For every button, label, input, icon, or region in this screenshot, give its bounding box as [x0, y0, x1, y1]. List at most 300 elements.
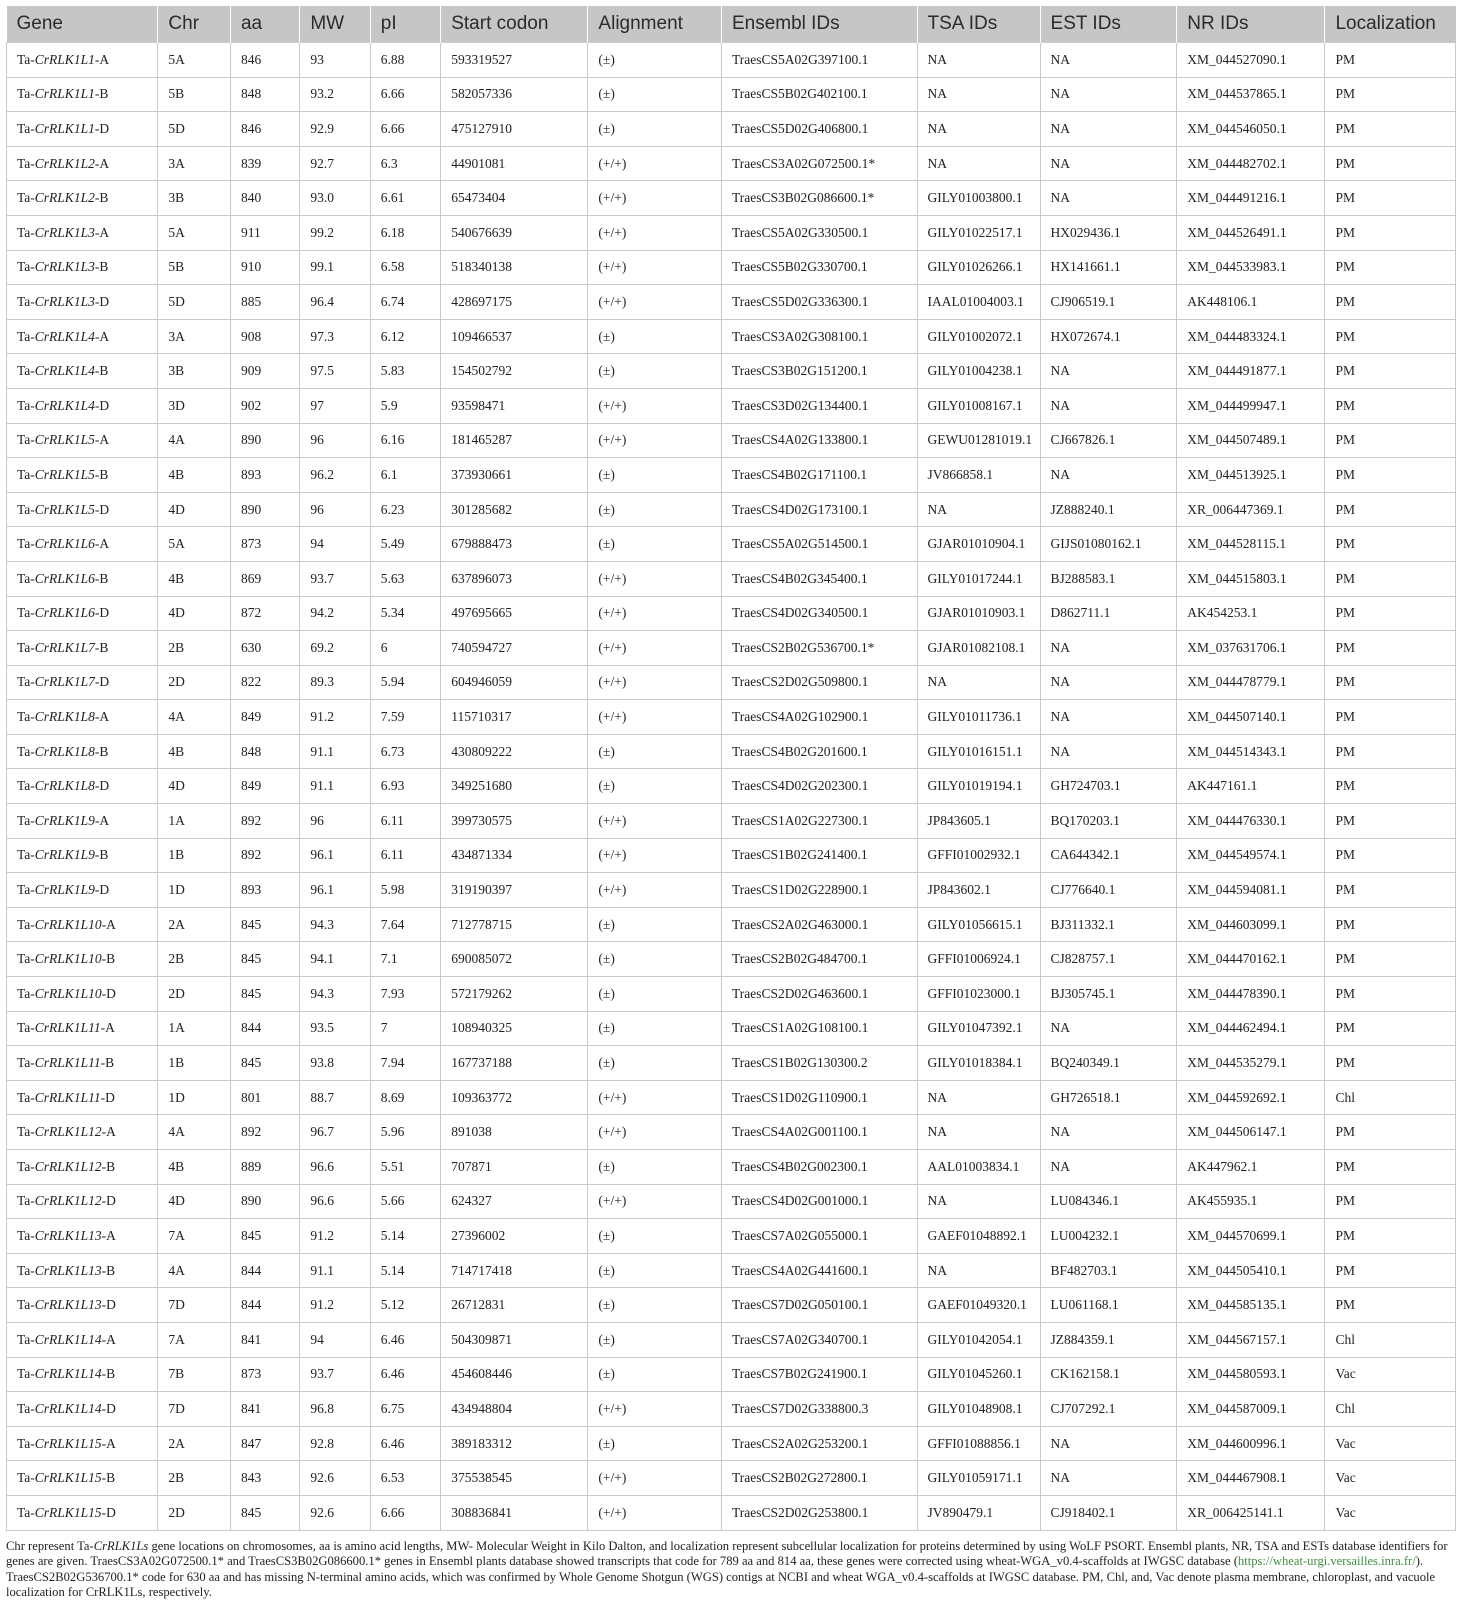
table-row	[7, 423, 1456, 458]
table-body	[7, 43, 1456, 1531]
gene-cell	[7, 734, 158, 769]
tsa-id-cell: GILY01002072.1	[917, 319, 1040, 354]
localization-cell: Chl	[1325, 1080, 1456, 1115]
table-row	[7, 1253, 1456, 1288]
tsa-id-cell: GILY01018384.1	[917, 1046, 1040, 1081]
ensembl-id-cell: TraesCS2D02G509800.1	[721, 665, 917, 700]
footnote-text-1: Chr represent Ta-	[6, 1538, 94, 1553]
table-row	[7, 769, 1456, 804]
nr-id-cell: XM_044537865.1	[1177, 77, 1325, 112]
aa-cell: 822	[230, 665, 299, 700]
alignment-cell: (+/+)	[588, 285, 722, 320]
gene-cell	[7, 942, 158, 977]
table-row	[7, 285, 1456, 320]
gene-prefix: Ta-	[17, 570, 35, 586]
header-pi: pI	[370, 6, 440, 43]
start-codon-cell: 540676639	[441, 215, 588, 250]
gene-cell	[7, 1322, 158, 1357]
gene-name-italic: CrRLK1L9	[34, 812, 95, 828]
est-id-cell: BQ240349.1	[1040, 1046, 1177, 1081]
chr-cell: 7D	[158, 1288, 231, 1323]
aa-cell: 849	[230, 700, 299, 735]
gene-cell	[7, 527, 158, 562]
nr-id-cell: XM_044470162.1	[1177, 942, 1325, 977]
gene-name-italic: CrRLK1L7	[34, 674, 95, 690]
chr-cell: 4D	[158, 1184, 231, 1219]
localization-cell: PM	[1325, 1184, 1456, 1219]
nr-id-cell: XR_006447369.1	[1177, 492, 1325, 527]
nr-id-cell: XM_044526491.1	[1177, 215, 1325, 250]
table-row	[7, 907, 1456, 942]
localization-cell: PM	[1325, 907, 1456, 942]
mw-cell: 96.1	[300, 838, 370, 873]
header-nr-ids: NR IDs	[1177, 6, 1325, 43]
mw-cell: 94.3	[300, 907, 370, 942]
est-id-cell: CA644342.1	[1040, 838, 1177, 873]
gene-prefix: Ta-	[17, 674, 35, 690]
start-codon-cell: 389183312	[441, 1426, 588, 1461]
chr-cell: 4A	[158, 1115, 231, 1150]
gene-name-italic: CrRLK1L6	[34, 570, 95, 586]
tsa-id-cell: GILY01059171.1	[917, 1461, 1040, 1496]
nr-id-cell: XM_044482702.1	[1177, 146, 1325, 181]
est-id-cell: JZ884359.1	[1040, 1322, 1177, 1357]
table-row	[7, 631, 1456, 666]
tsa-id-cell: GEWU01281019.1	[917, 423, 1040, 458]
est-id-cell: NA	[1040, 665, 1177, 700]
chr-cell: 2B	[158, 631, 231, 666]
gene-prefix: Ta-	[17, 1020, 35, 1036]
table-row	[7, 146, 1456, 181]
tsa-id-cell: GFFI01006924.1	[917, 942, 1040, 977]
chr-cell: 3B	[158, 181, 231, 216]
localization-cell: PM	[1325, 1115, 1456, 1150]
pi-cell: 6.93	[370, 769, 440, 804]
start-codon-cell: 891038	[441, 1115, 588, 1150]
gene-name-italic: CrRLK1L4	[34, 363, 95, 379]
gene-prefix: Ta-	[17, 120, 35, 136]
nr-id-cell: XM_044515803.1	[1177, 561, 1325, 596]
gene-suffix: -B	[101, 1366, 116, 1382]
gene-prefix: Ta-	[17, 1297, 35, 1313]
gene-suffix: -A	[101, 916, 116, 932]
est-id-cell: NA	[1040, 112, 1177, 147]
table-row	[7, 873, 1456, 908]
est-id-cell: CJ667826.1	[1040, 423, 1177, 458]
alignment-cell: (+/+)	[588, 838, 722, 873]
ensembl-id-cell: TraesCS3A02G072500.1*	[721, 146, 917, 181]
nr-id-cell: XM_037631706.1	[1177, 631, 1325, 666]
nr-id-cell: XM_044580593.1	[1177, 1357, 1325, 1392]
nr-id-cell: XM_044528115.1	[1177, 527, 1325, 562]
gene-cell	[7, 804, 158, 839]
alignment-cell: (±)	[588, 354, 722, 389]
tsa-id-cell: GILY01016151.1	[917, 734, 1040, 769]
gene-cell	[7, 43, 158, 78]
localization-cell: PM	[1325, 354, 1456, 389]
est-id-cell: NA	[1040, 354, 1177, 389]
tsa-id-cell: NA	[917, 112, 1040, 147]
alignment-cell: (+/+)	[588, 700, 722, 735]
gene-suffix: -B	[94, 570, 109, 586]
ensembl-id-cell: TraesCS3B02G086600.1*	[721, 181, 917, 216]
header-aa: aa	[230, 6, 299, 43]
nr-id-cell: XM_044533983.1	[1177, 250, 1325, 285]
alignment-cell: (±)	[588, 1253, 722, 1288]
gene-cell	[7, 1080, 158, 1115]
table-row	[7, 804, 1456, 839]
nr-id-cell: XM_044514343.1	[1177, 734, 1325, 769]
start-codon-cell: 582057336	[441, 77, 588, 112]
ensembl-id-cell: TraesCS1B02G241400.1	[721, 838, 917, 873]
pi-cell: 7.94	[370, 1046, 440, 1081]
gene-prefix: Ta-	[17, 1089, 35, 1105]
start-codon-cell: 109363772	[441, 1080, 588, 1115]
chr-cell: 2A	[158, 907, 231, 942]
start-codon-cell: 428697175	[441, 285, 588, 320]
gene-prefix: Ta-	[17, 951, 35, 967]
ensembl-id-cell: TraesCS4D02G001000.1	[721, 1184, 917, 1219]
gene-prefix: Ta-	[17, 985, 35, 1001]
gene-suffix: -A	[101, 1435, 116, 1451]
gene-prefix: Ta-	[17, 1504, 35, 1520]
est-id-cell: HX029436.1	[1040, 215, 1177, 250]
ensembl-id-cell: TraesCS4A02G001100.1	[721, 1115, 917, 1150]
nr-id-cell: XM_044491877.1	[1177, 354, 1325, 389]
gene-suffix: -B	[101, 1470, 116, 1486]
nr-id-cell: XM_044570699.1	[1177, 1219, 1325, 1254]
pi-cell: 6.12	[370, 319, 440, 354]
gene-suffix: -D	[94, 778, 110, 794]
gene-cell	[7, 1495, 158, 1530]
alignment-cell: (+/+)	[588, 181, 722, 216]
start-codon-cell: 308836841	[441, 1495, 588, 1530]
aa-cell: 847	[230, 1426, 299, 1461]
nr-id-cell: XM_044549574.1	[1177, 838, 1325, 873]
tsa-id-cell: GFFI01023000.1	[917, 977, 1040, 1012]
gene-suffix: -A	[94, 536, 110, 552]
aa-cell: 840	[230, 181, 299, 216]
nr-id-cell: XM_044513925.1	[1177, 458, 1325, 493]
alignment-cell: (+/+)	[588, 388, 722, 423]
localization-cell: PM	[1325, 112, 1456, 147]
est-id-cell: NA	[1040, 1150, 1177, 1185]
gene-name-italic: CrRLK1L11	[34, 1020, 101, 1036]
table-row	[7, 1080, 1456, 1115]
chr-cell: 7A	[158, 1322, 231, 1357]
gene-name-italic: CrRLK1L14	[34, 1366, 102, 1382]
est-id-cell: NA	[1040, 734, 1177, 769]
pi-cell: 5.34	[370, 596, 440, 631]
gene-suffix: -D	[100, 1089, 115, 1105]
mw-cell: 94	[300, 1322, 370, 1357]
localization-cell: PM	[1325, 527, 1456, 562]
table-footnote	[6, 1539, 1456, 1601]
gene-prefix: Ta-	[17, 778, 35, 794]
localization-cell: PM	[1325, 181, 1456, 216]
ensembl-id-cell: TraesCS4D02G173100.1	[721, 492, 917, 527]
gene-name-italic: CrRLK1L13	[34, 1262, 102, 1278]
mw-cell: 93.7	[300, 1357, 370, 1392]
gene-name-italic: CrRLK1L3	[34, 293, 95, 309]
pi-cell: 6.11	[370, 838, 440, 873]
gene-prefix: Ta-	[17, 190, 35, 206]
gene-suffix: -A	[101, 1331, 116, 1347]
table-row	[7, 1219, 1456, 1254]
localization-cell: PM	[1325, 458, 1456, 493]
gene-cell	[7, 1288, 158, 1323]
start-codon-cell: 430809222	[441, 734, 588, 769]
start-codon-cell: 740594727	[441, 631, 588, 666]
gene-name-italic: CrRLK1L8	[34, 743, 95, 759]
nr-id-cell: XM_044527090.1	[1177, 43, 1325, 78]
gene-cell	[7, 631, 158, 666]
tsa-id-cell: JV866858.1	[917, 458, 1040, 493]
est-id-cell: CJ828757.1	[1040, 942, 1177, 977]
localization-cell: Vac	[1325, 1357, 1456, 1392]
localization-cell: PM	[1325, 596, 1456, 631]
gene-name-italic: CrRLK1L14	[34, 1331, 102, 1347]
est-id-cell: NA	[1040, 1461, 1177, 1496]
gene-suffix: -A	[94, 812, 110, 828]
aa-cell: 911	[230, 215, 299, 250]
alignment-cell: (+/+)	[588, 250, 722, 285]
aa-cell: 873	[230, 1357, 299, 1392]
header-alignment: Alignment	[588, 6, 722, 43]
localization-cell: Vac	[1325, 1495, 1456, 1530]
mw-cell: 93.5	[300, 1011, 370, 1046]
nr-id-cell: XM_044600996.1	[1177, 1426, 1325, 1461]
tsa-id-cell: IAAL01004003.1	[917, 285, 1040, 320]
aa-cell: 890	[230, 423, 299, 458]
table-row	[7, 319, 1456, 354]
tsa-id-cell: GAEF01048892.1	[917, 1219, 1040, 1254]
pi-cell: 5.14	[370, 1253, 440, 1288]
est-id-cell: GH726518.1	[1040, 1080, 1177, 1115]
mw-cell: 92.6	[300, 1461, 370, 1496]
gene-suffix: -B	[94, 847, 109, 863]
gene-suffix: -B	[101, 1262, 116, 1278]
alignment-cell: (+/+)	[588, 1184, 722, 1219]
gene-suffix: -B	[94, 86, 109, 102]
gene-prefix: Ta-	[17, 397, 35, 413]
mw-cell: 96.4	[300, 285, 370, 320]
est-id-cell: BQ170203.1	[1040, 804, 1177, 839]
table-row	[7, 561, 1456, 596]
mw-cell: 89.3	[300, 665, 370, 700]
tsa-id-cell: JV890479.1	[917, 1495, 1040, 1530]
nr-id-cell: XM_044585135.1	[1177, 1288, 1325, 1323]
gene-cell	[7, 492, 158, 527]
ensembl-id-cell: TraesCS7D02G050100.1	[721, 1288, 917, 1323]
start-codon-cell: 26712831	[441, 1288, 588, 1323]
gene-suffix: -A	[94, 709, 110, 725]
nr-id-cell: XM_044507140.1	[1177, 700, 1325, 735]
gene-suffix: -D	[94, 605, 110, 621]
localization-cell: Chl	[1325, 1392, 1456, 1427]
est-id-cell: CJ906519.1	[1040, 285, 1177, 320]
pi-cell: 5.14	[370, 1219, 440, 1254]
localization-cell: PM	[1325, 388, 1456, 423]
tsa-id-cell: NA	[917, 1115, 1040, 1150]
ensembl-id-cell: TraesCS2A02G463000.1	[721, 907, 917, 942]
localization-cell: PM	[1325, 1011, 1456, 1046]
chr-cell: 1D	[158, 1080, 231, 1115]
start-codon-cell: 93598471	[441, 388, 588, 423]
alignment-cell: (±)	[588, 1219, 722, 1254]
table-row	[7, 250, 1456, 285]
tsa-id-cell: NA	[917, 43, 1040, 78]
mw-cell: 94.2	[300, 596, 370, 631]
gene-name-italic: CrRLK1L15	[34, 1470, 102, 1486]
table-row	[7, 354, 1456, 389]
pi-cell: 5.94	[370, 665, 440, 700]
table-row	[7, 700, 1456, 735]
alignment-cell: (±)	[588, 1322, 722, 1357]
ensembl-id-cell: TraesCS7B02G241900.1	[721, 1357, 917, 1392]
gene-name-italic: CrRLK1L2	[34, 155, 95, 171]
ensembl-id-cell: TraesCS1D02G228900.1	[721, 873, 917, 908]
localization-cell: PM	[1325, 146, 1456, 181]
mw-cell: 91.1	[300, 769, 370, 804]
aa-cell: 848	[230, 77, 299, 112]
nr-id-cell: XM_044478390.1	[1177, 977, 1325, 1012]
ensembl-id-cell: TraesCS4B02G002300.1	[721, 1150, 917, 1185]
tsa-id-cell: GILY01042054.1	[917, 1322, 1040, 1357]
gene-suffix: -B	[100, 1055, 115, 1071]
gene-name-italic: CrRLK1L5	[34, 432, 95, 448]
footnote-link[interactable]: https://wheat-urgi.versailles.inra.fr/	[1237, 1554, 1416, 1569]
tsa-id-cell: NA	[917, 1080, 1040, 1115]
aa-cell: 848	[230, 734, 299, 769]
nr-id-cell: AK454253.1	[1177, 596, 1325, 631]
aa-cell: 892	[230, 804, 299, 839]
alignment-cell: (+/+)	[588, 1115, 722, 1150]
nr-id-cell: XM_044567157.1	[1177, 1322, 1325, 1357]
aa-cell: 843	[230, 1461, 299, 1496]
gene-prefix: Ta-	[17, 363, 35, 379]
gene-cell	[7, 112, 158, 147]
nr-id-cell: XM_044462494.1	[1177, 1011, 1325, 1046]
gene-prefix: Ta-	[17, 1227, 35, 1243]
start-codon-cell: 454608446	[441, 1357, 588, 1392]
tsa-id-cell: AAL01003834.1	[917, 1150, 1040, 1185]
aa-cell: 892	[230, 1115, 299, 1150]
tsa-id-cell: GILY01017244.1	[917, 561, 1040, 596]
ensembl-id-cell: TraesCS3B02G151200.1	[721, 354, 917, 389]
mw-cell: 92.8	[300, 1426, 370, 1461]
tsa-id-cell: GFFI01088856.1	[917, 1426, 1040, 1461]
gene-cell	[7, 423, 158, 458]
tsa-id-cell: GJAR01010904.1	[917, 527, 1040, 562]
pi-cell: 6.66	[370, 112, 440, 147]
gene-name-italic: CrRLK1L1	[34, 86, 95, 102]
chr-cell: 4B	[158, 734, 231, 769]
table-row	[7, 1150, 1456, 1185]
chr-cell: 5B	[158, 77, 231, 112]
footnote-italic: CrRLK1Ls	[93, 1538, 149, 1553]
gene-prefix: Ta-	[17, 466, 35, 482]
header-gene: Gene	[7, 6, 158, 43]
ensembl-id-cell: TraesCS4D02G202300.1	[721, 769, 917, 804]
gene-prefix: Ta-	[17, 1435, 35, 1451]
gene-name-italic: CrRLK1L1	[34, 51, 95, 67]
aa-cell: 908	[230, 319, 299, 354]
start-codon-cell: 301285682	[441, 492, 588, 527]
localization-cell: PM	[1325, 1150, 1456, 1185]
est-id-cell: NA	[1040, 700, 1177, 735]
start-codon-cell: 637896073	[441, 561, 588, 596]
aa-cell: 845	[230, 1495, 299, 1530]
chr-cell: 2B	[158, 1461, 231, 1496]
gene-suffix: -B	[94, 639, 109, 655]
gene-suffix: -D	[94, 501, 110, 517]
gene-name-italic: CrRLK1L1	[34, 120, 95, 136]
nr-id-cell: XM_044592692.1	[1177, 1080, 1325, 1115]
gene-name-italic: CrRLK1L12	[34, 1124, 102, 1140]
gene-suffix: -A	[94, 432, 110, 448]
gene-name-italic: CrRLK1L10	[34, 916, 102, 932]
alignment-cell: (±)	[588, 492, 722, 527]
gene-name-italic: CrRLK1L11	[34, 1055, 101, 1071]
gene-name-italic: CrRLK1L6	[34, 605, 95, 621]
aa-cell: 872	[230, 596, 299, 631]
alignment-cell: (+/+)	[588, 873, 722, 908]
ensembl-id-cell: TraesCS3D02G134400.1	[721, 388, 917, 423]
tsa-id-cell: GFFI01002932.1	[917, 838, 1040, 873]
pi-cell: 7	[370, 1011, 440, 1046]
nr-id-cell: XM_044506147.1	[1177, 1115, 1325, 1150]
start-codon-cell: 690085072	[441, 942, 588, 977]
gene-cell	[7, 977, 158, 1012]
localization-cell: Vac	[1325, 1426, 1456, 1461]
localization-cell: PM	[1325, 631, 1456, 666]
table-row	[7, 665, 1456, 700]
est-id-cell: NA	[1040, 181, 1177, 216]
est-id-cell: CK162158.1	[1040, 1357, 1177, 1392]
tsa-id-cell: GILY01003800.1	[917, 181, 1040, 216]
gene-suffix: -B	[101, 1158, 116, 1174]
header-start-codon: Start codon	[441, 6, 588, 43]
gene-suffix: -A	[94, 224, 110, 240]
tsa-id-cell: GJAR01010903.1	[917, 596, 1040, 631]
pi-cell: 6.73	[370, 734, 440, 769]
gene-suffix: -A	[101, 1124, 116, 1140]
mw-cell: 96.8	[300, 1392, 370, 1427]
pi-cell: 6.46	[370, 1322, 440, 1357]
table-row	[7, 1011, 1456, 1046]
mw-cell: 93.7	[300, 561, 370, 596]
pi-cell: 6.66	[370, 77, 440, 112]
gene-prefix: Ta-	[17, 224, 35, 240]
est-id-cell: NA	[1040, 388, 1177, 423]
gene-suffix: -B	[94, 743, 109, 759]
localization-cell: PM	[1325, 423, 1456, 458]
ensembl-id-cell: TraesCS4B02G201600.1	[721, 734, 917, 769]
start-codon-cell: 108940325	[441, 1011, 588, 1046]
table-row	[7, 215, 1456, 250]
localization-cell: Vac	[1325, 1461, 1456, 1496]
aa-cell: 846	[230, 112, 299, 147]
start-codon-cell: 475127910	[441, 112, 588, 147]
ensembl-id-cell: TraesCS5A02G514500.1	[721, 527, 917, 562]
alignment-cell: (±)	[588, 527, 722, 562]
gene-cell	[7, 146, 158, 181]
table-row	[7, 942, 1456, 977]
est-id-cell: GH724703.1	[1040, 769, 1177, 804]
tsa-id-cell: NA	[917, 77, 1040, 112]
alignment-cell: (+/+)	[588, 215, 722, 250]
